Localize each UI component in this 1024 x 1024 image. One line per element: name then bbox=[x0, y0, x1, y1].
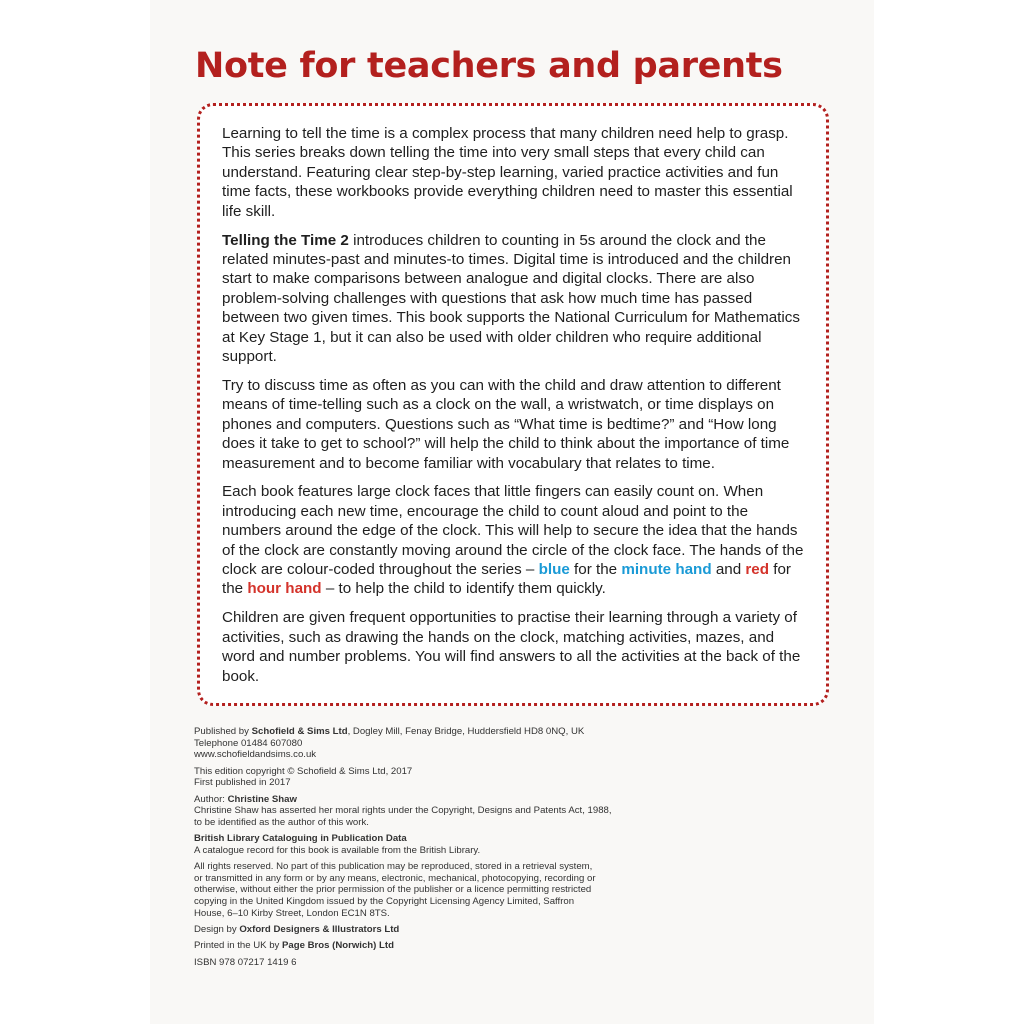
isbn: ISBN 978 07217 1419 6 bbox=[194, 956, 297, 968]
rights-line-1: All rights reserved. No part of this publication may be reproduced, stored in a retrieval system, bbox=[194, 861, 593, 873]
note-paragraph-3: Try to discuss time as often as you can with the child and draw attention to different means of time-telling such as a clock on the wall, a wristwatch, or time displays on phones and computers. Questions such as “What time is bedtime?” and “How long does it take to get to school?” will help the child to think about the importance of time measurement and to become familiar with vocabulary that relates to time. bbox=[222, 376, 790, 472]
author-name: Christine Shaw bbox=[227, 793, 297, 805]
rights-line-4: copying in the United Kingdom issued by the Copyright Licensing Agency Limited, Saffron bbox=[194, 895, 575, 907]
design-block bbox=[194, 924, 654, 936]
author-block bbox=[194, 794, 654, 829]
note-paragraph-4 bbox=[222, 482, 806, 598]
publisher-address: , Dogley Mill, Fenay Bridge, Huddersfield HD8 0NQ, UK bbox=[347, 726, 585, 737]
published-line bbox=[194, 726, 654, 738]
rights-block bbox=[194, 861, 654, 919]
telephone: Telephone 01484 607080 bbox=[194, 737, 303, 749]
note-paragraph-2-text: introduces children to counting in 5s around the clock and the related minutes-past and minutes-to times. Digital time is introduced and the children start to make comparisons between analogue and digital clocks. There are also problem-solving challenges with questions that ask how much time has passed between two given times. This book supports the National Curriculum for Mathematics at Key Stage 1, but it can also be used with older children who require additional support. bbox=[222, 231, 800, 365]
cip-heading: British Library Cataloguing in Publication Data bbox=[194, 833, 407, 845]
note-paragraph-1: Learning to tell the time is a complex process that many children need help to grasp. This series breaks down telling the time into very small steps that every child can understand. Featuring clear step-by-step learning, varied practice activities and fun time facts, these workbooks provide everything children need to master this essential life skill. bbox=[222, 125, 793, 220]
rights-line-5: House, 6–10 Kirby Street, London EC1N 8TS. bbox=[194, 907, 390, 919]
note-paragraph-4-text-d: for the bbox=[222, 561, 791, 598]
copyright-block bbox=[194, 766, 654, 789]
publisher-name: Schofield & Sims Ltd bbox=[251, 726, 348, 737]
cip-text: A catalogue record for this book is available from the British Library. bbox=[194, 844, 481, 856]
author-label: Author: bbox=[194, 793, 228, 805]
rights-line-2: or transmitted in any form or by any means, electronic, mechanical, photocopying, recording or bbox=[194, 872, 596, 884]
note-paragraph-4-text-c: and bbox=[711, 561, 746, 579]
design-line bbox=[194, 924, 654, 936]
book-title: Telling the Time 2 bbox=[222, 231, 349, 249]
printer-block bbox=[194, 940, 654, 952]
cip-block bbox=[194, 833, 654, 856]
moral-rights-line-1: Christine Shaw has asserted her moral rights under the Copyright, Designs and Patents Act, 1988, bbox=[194, 805, 612, 817]
note-paragraph-4-text-a: Each book features large clock faces that little fingers can easily count on. When introducing each new time, encourage the child to count aloud and point to the numbers around the edge of the clock. This will help to secure the idea that the hands of the clock are constantly moving around the circle of the clock face. The hands of the clock are colour-coded throughout the series – bbox=[222, 483, 804, 579]
design-prefix: Design by bbox=[194, 923, 240, 935]
published-prefix: Published by bbox=[194, 726, 252, 737]
publisher-block bbox=[194, 726, 654, 761]
printed-prefix: Printed in the UK by bbox=[194, 940, 282, 952]
imprint bbox=[194, 726, 654, 973]
designer-name: Oxford Designers & Illustrators Ltd bbox=[239, 923, 400, 935]
red-word: red bbox=[745, 561, 770, 579]
first-published-line: First published in 2017 bbox=[194, 777, 291, 789]
printer-name: Page Bros (Norwich) Ltd bbox=[282, 940, 394, 952]
note-box bbox=[197, 103, 829, 706]
moral-rights-line-2: to be identified as the author of this work. bbox=[194, 816, 369, 828]
hour-hand-label: hour hand bbox=[247, 580, 322, 598]
author-line bbox=[194, 794, 654, 806]
isbn-block bbox=[194, 957, 654, 969]
minute-hand-label: minute hand bbox=[621, 561, 712, 579]
blue-word: blue bbox=[538, 561, 570, 579]
note-paragraph-2 bbox=[222, 231, 806, 367]
printed-line bbox=[194, 940, 654, 952]
copyright-line: This edition copyright © Schofield & Sims Ltd, 2017 bbox=[194, 765, 413, 777]
rights-line-3: otherwise, without either the prior permission of the publisher or a licence permitting restricted bbox=[194, 884, 592, 896]
note-paragraph-5: Children are given frequent opportunities to practise their learning through a variety of activities, such as drawing the hands on the clock, matching activities, mazes, and word and number problems. You will find answers to all the activities at the back of the book. bbox=[222, 609, 801, 685]
note-paragraph-4-text-b: for the bbox=[569, 561, 622, 579]
website: www.schofieldandsims.co.uk bbox=[194, 749, 317, 761]
note-paragraph-4-text-e: – to help the child to identify them quickly. bbox=[321, 580, 606, 598]
page-title: Note for teachers and parents bbox=[195, 46, 783, 86]
